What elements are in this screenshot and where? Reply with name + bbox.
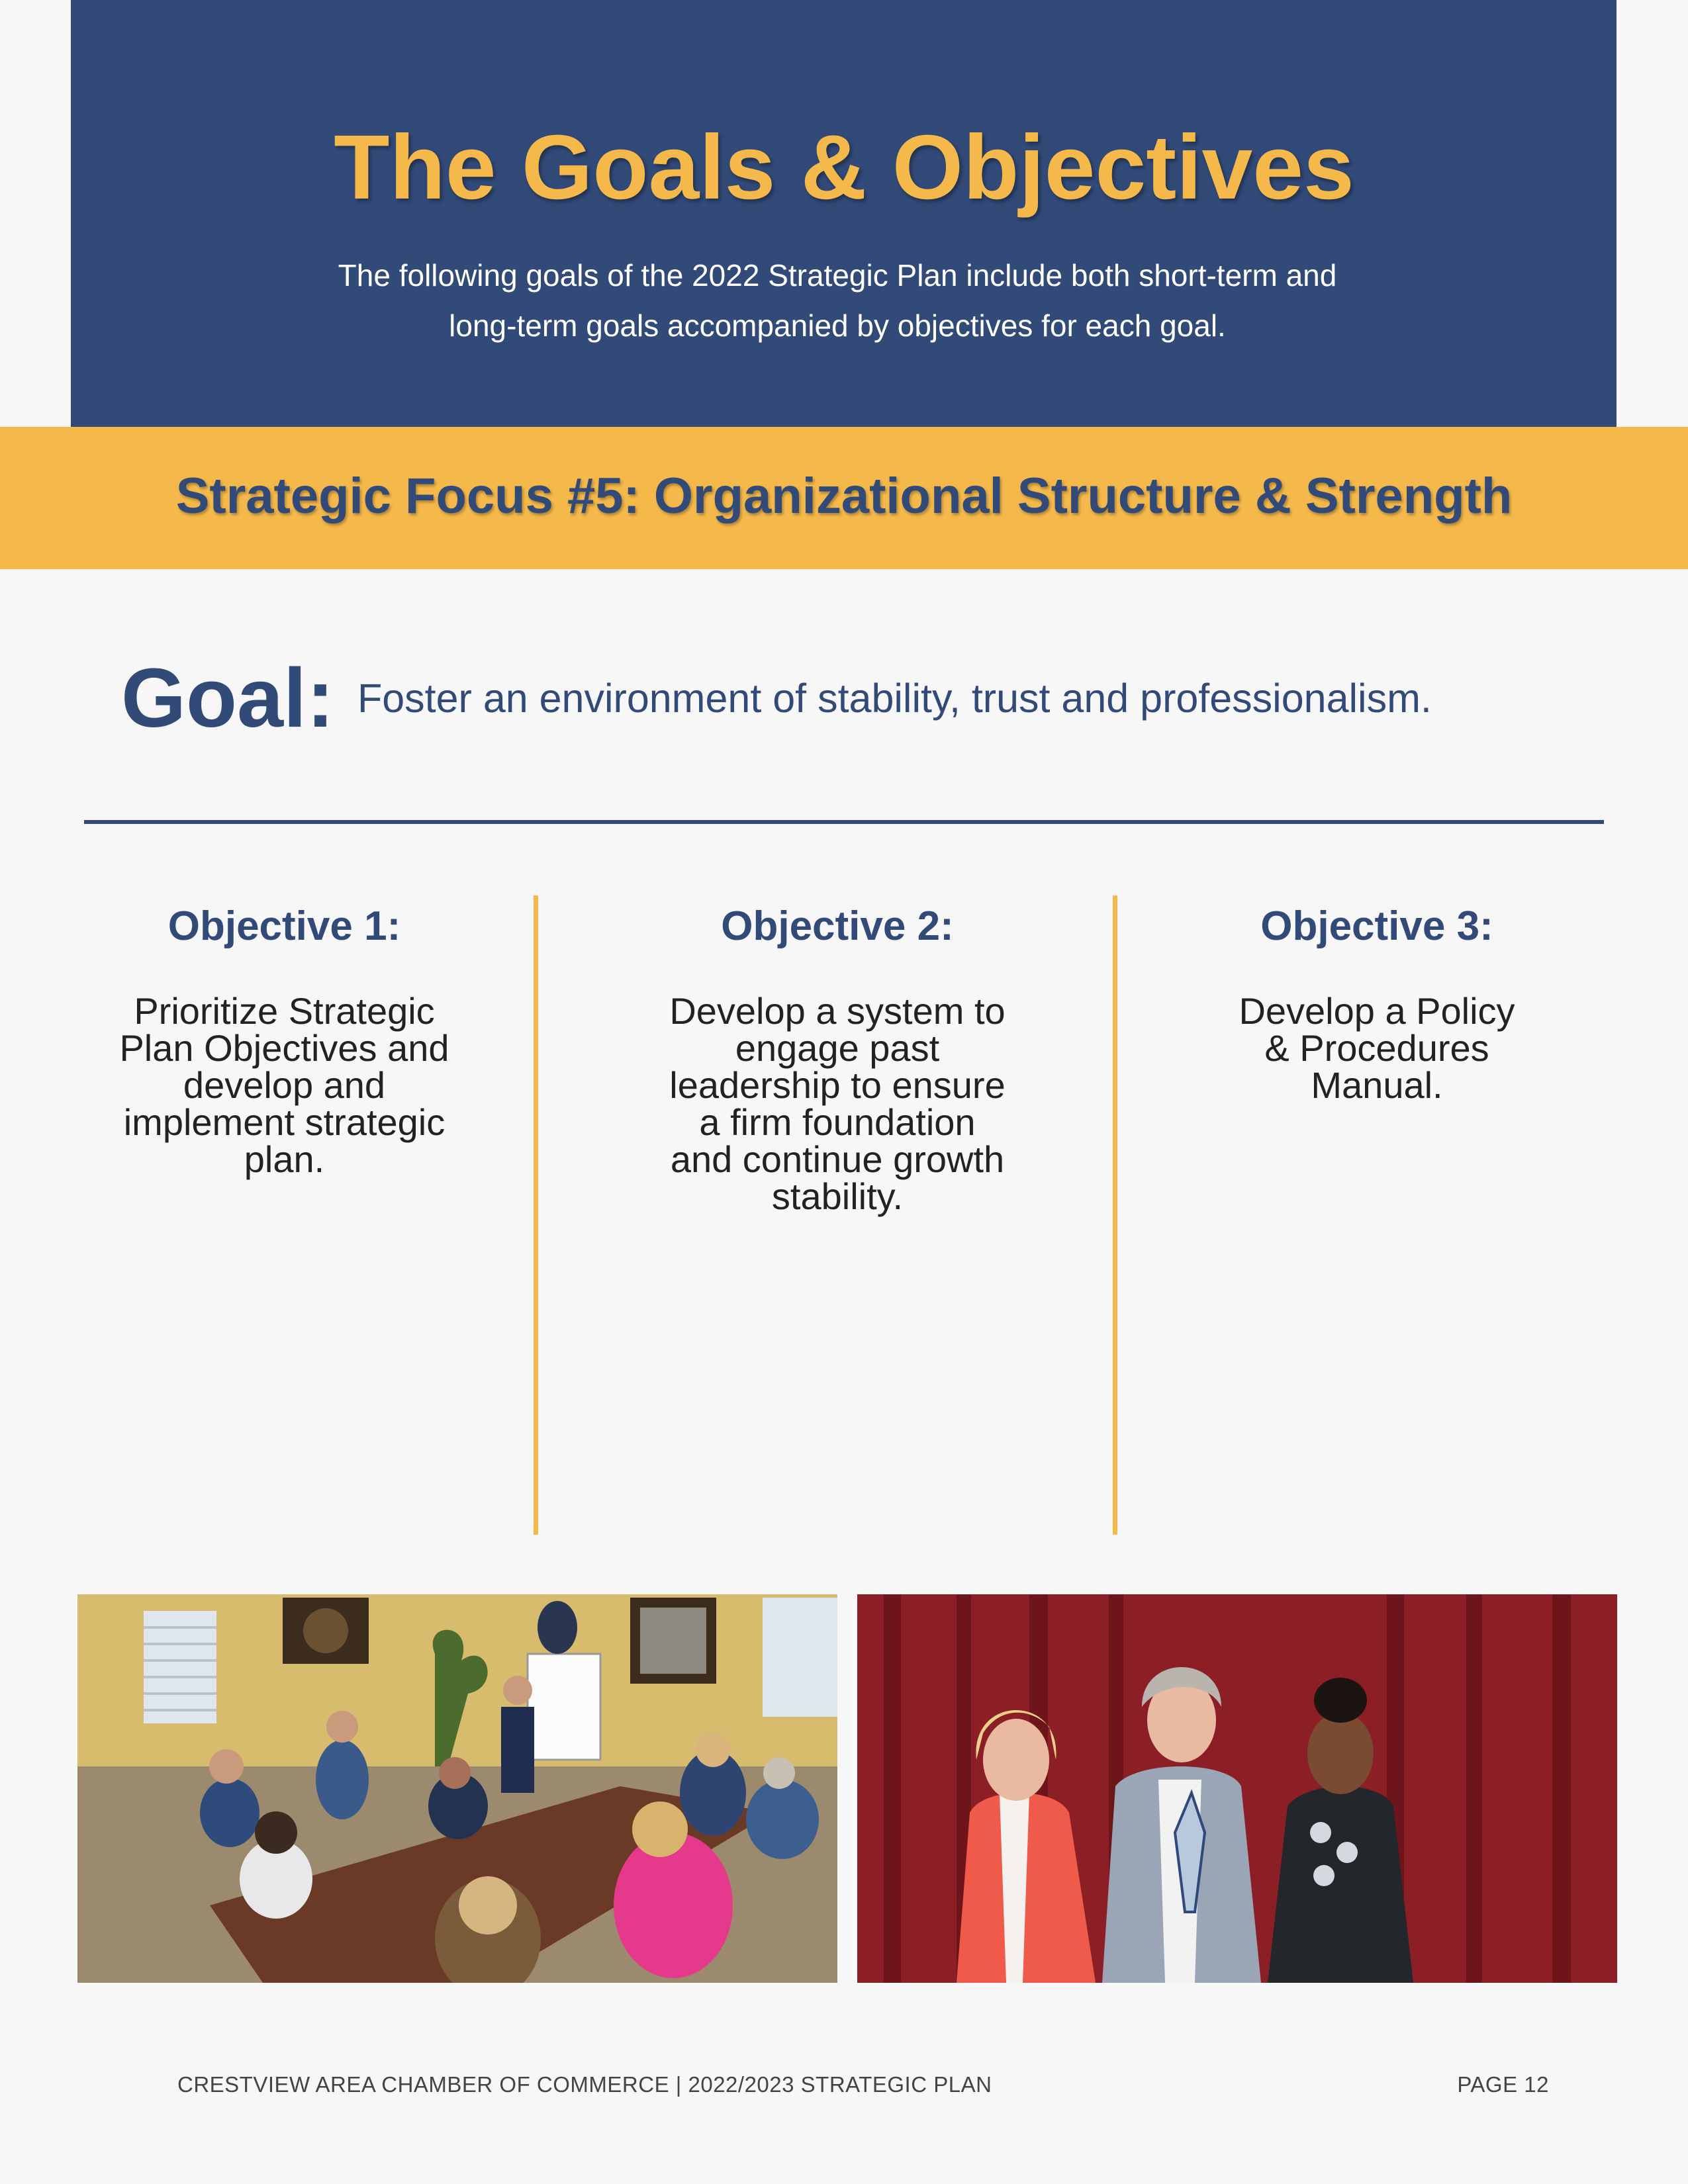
objective-1-title: Objective 1: <box>167 903 401 949</box>
column-divider-1 <box>534 895 538 1535</box>
award-photo <box>857 1594 1617 1983</box>
meeting-photo <box>77 1594 837 1983</box>
objective-1-text: Prioritize Strategic Plan Objectives and develop and implement strategic plan. <box>119 990 449 1180</box>
page-title: The Goals & Objectives <box>334 116 1354 218</box>
objective-2-title: Objective 2: <box>721 903 954 949</box>
intro-text: The following goals of the 2022 Strategic Plan include both short-term and long-term goals accompanied by objectives for each goal. <box>338 258 1337 343</box>
objective-3-text: Develop a Policy & Procedures Manual. <box>1239 990 1515 1106</box>
objective-1 <box>111 900 458 1178</box>
award-photo-illustration <box>857 1594 1617 1983</box>
goal-label: Goal: <box>121 651 335 745</box>
section-divider <box>84 820 1604 824</box>
objective-2 <box>669 900 1006 1215</box>
objective-2-text: Develop a system to engage past leadership to ensure a firm foundation and continue growth stability. <box>669 990 1006 1217</box>
footer-org-plan: CRESTVIEW AREA CHAMBER OF COMMERCE | 2022/2023 STRATEGIC PLAN <box>177 2072 992 2097</box>
objective-3-title: Objective 3: <box>1260 903 1493 949</box>
page-number: PAGE 12 <box>1457 2072 1549 2097</box>
meeting-photo-illustration <box>77 1594 837 1983</box>
objective-3 <box>1238 900 1516 1104</box>
column-divider-2 <box>1113 895 1117 1535</box>
goal-text: Foster an environment of stability, trust and professionalism. <box>357 676 1432 721</box>
focus-title: Strategic Focus #5: Organizational Structure & Strength <box>175 468 1513 524</box>
